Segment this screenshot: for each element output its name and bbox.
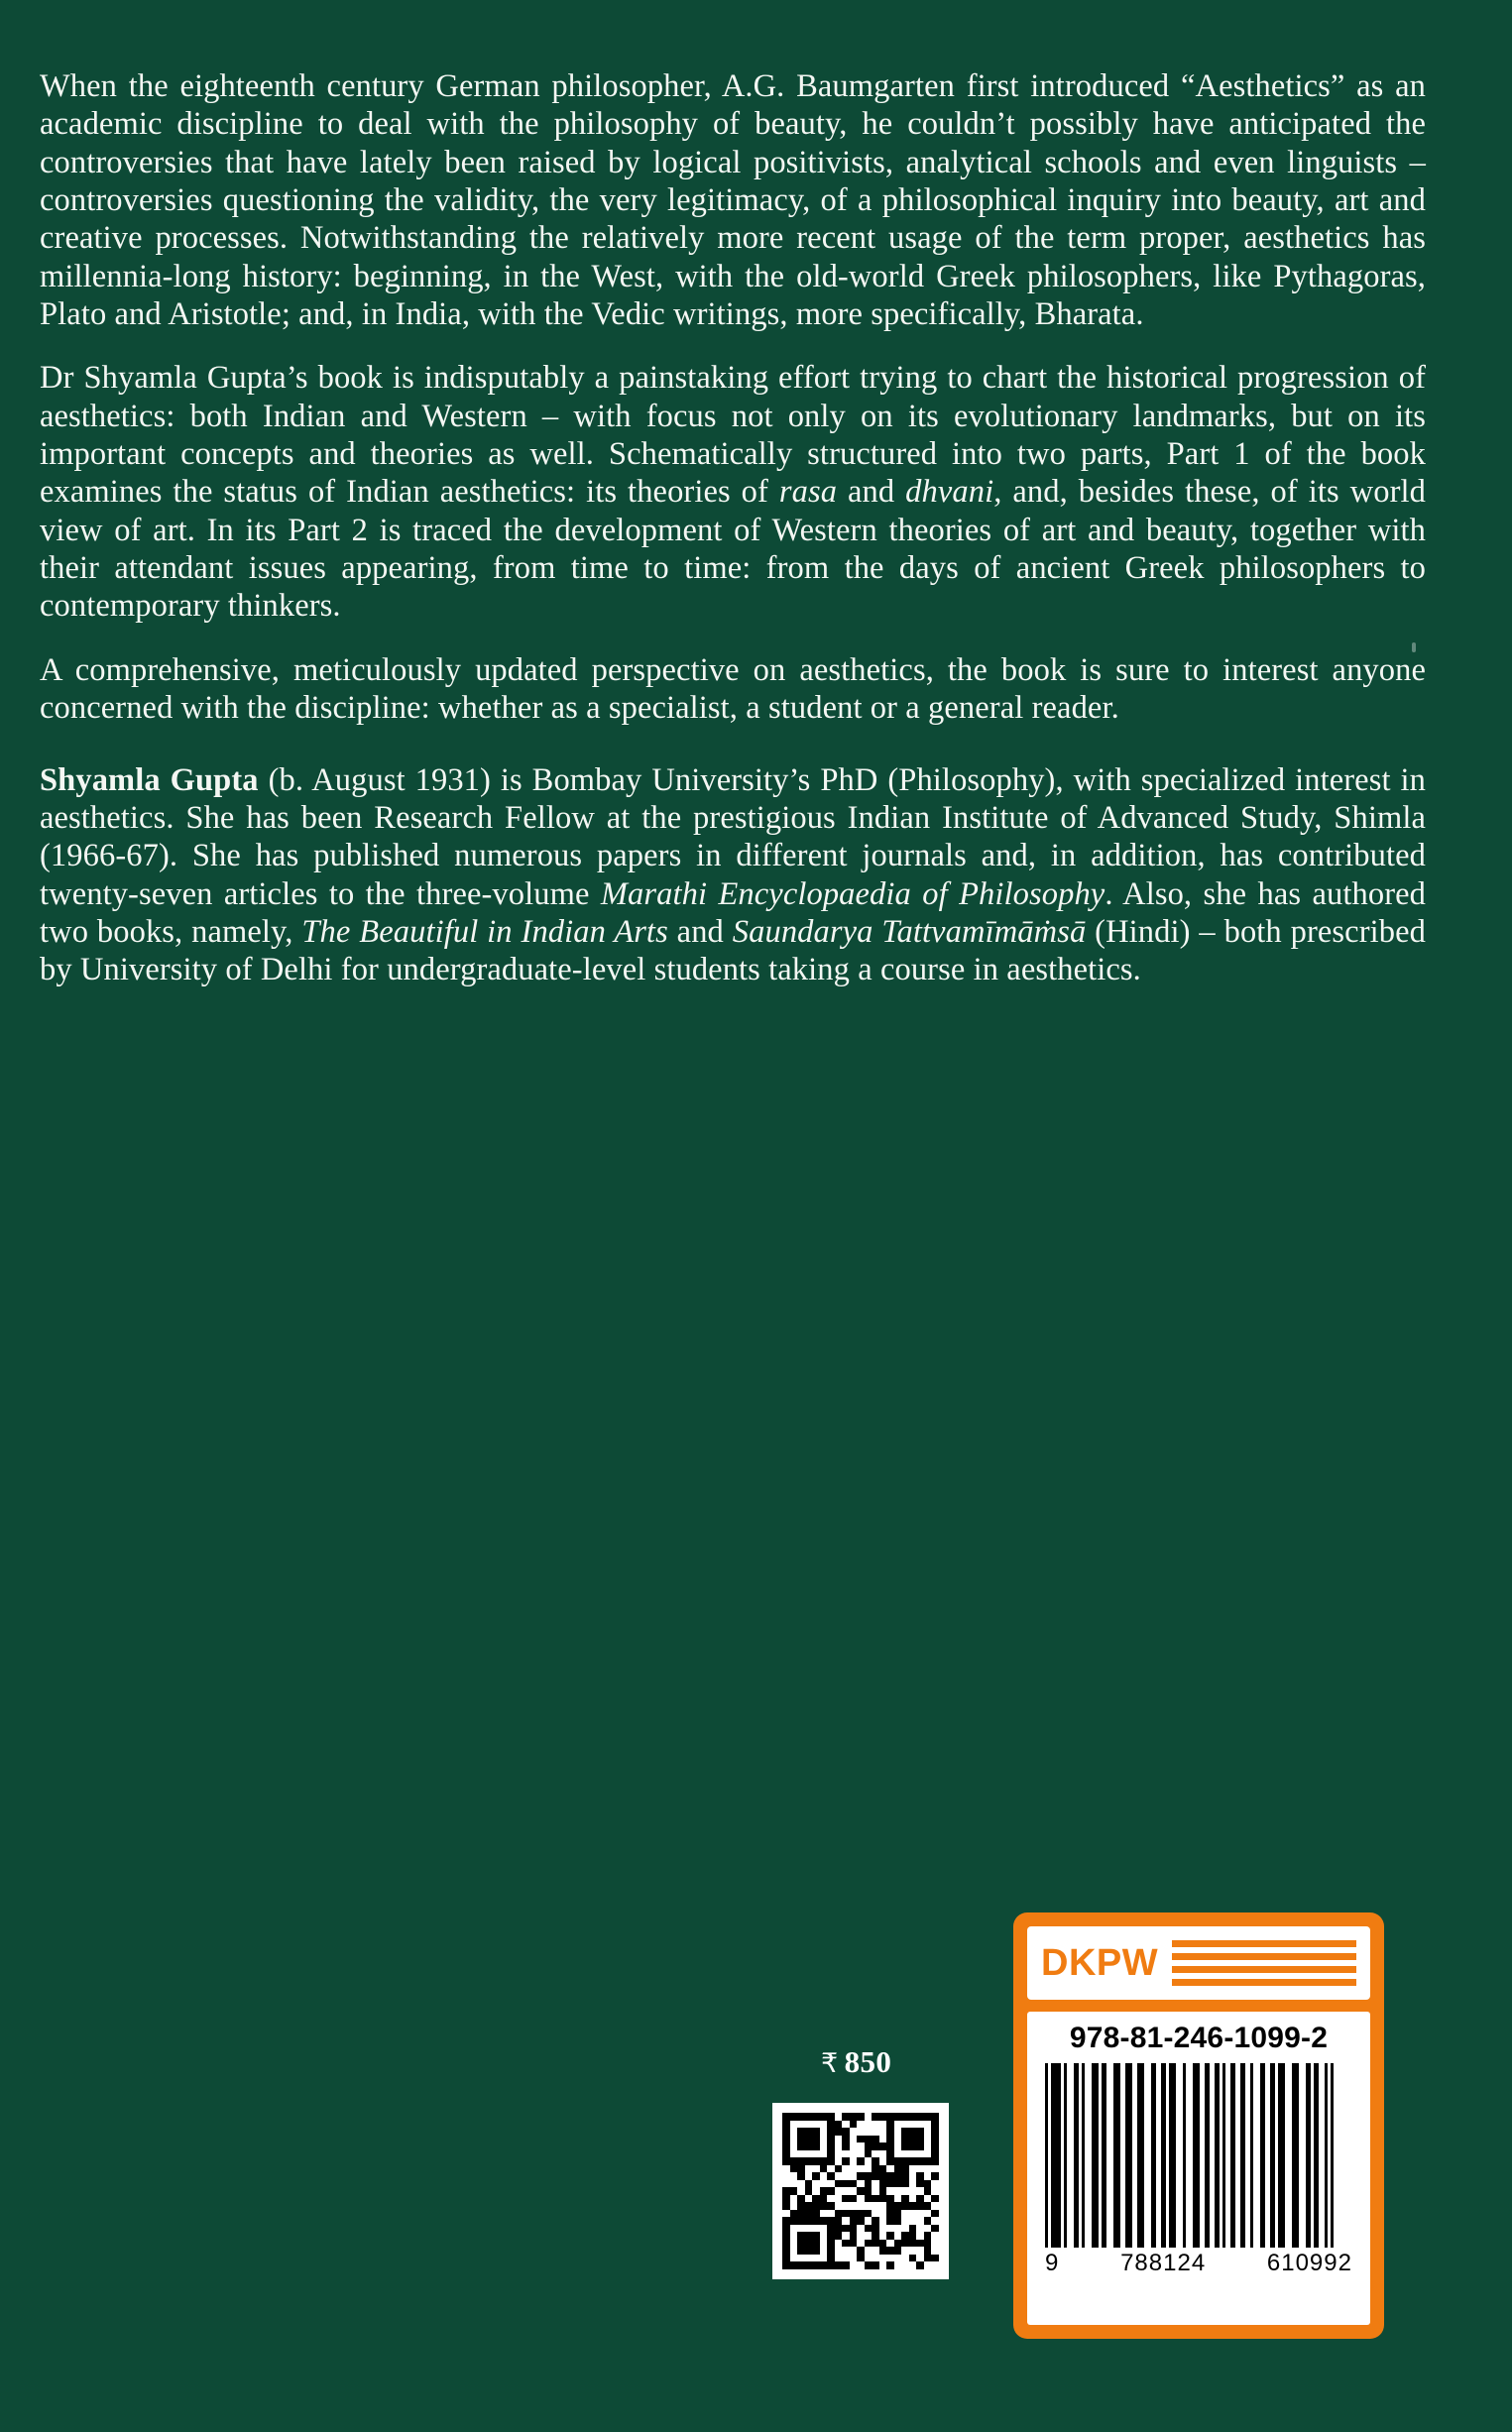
author-bio-italic-saundarya: Saundarya Tattvamīmāṁsā [732, 913, 1087, 950]
isbn-number: 978-81-246-1099-2 [1069, 2022, 1329, 2054]
price-amount: 850 [844, 2044, 892, 2079]
author-bio-part-d: (Hindi) – both prescribed by University of Delhi for undergraduate-level students taking a course in aesthetics. [40, 913, 1426, 988]
publisher-logo [1027, 1926, 1370, 2000]
author-bio-italic-encyclopaedia: Marathi Encyclopaedia of Philosophy [600, 875, 1105, 912]
blurb-p2-italic-dhvani: dhvani [905, 474, 994, 511]
barcode-digit-left: 9 [1045, 2250, 1060, 2276]
blurb-paragraph-2 [40, 359, 1426, 625]
author-bio-part-a: (b. August 1931) is Bombay University’s PhD (Philosophy), with specialized interest in aesthetics. She has been Research Fellow at the prestigious Indian Institute of Advanced Study, Shimla (1966-67). She has published numerous papers in different journals and, in addition, has contributed twenty-seven articles to the three-volume [40, 761, 1426, 912]
author-bio-part-c: and [667, 913, 733, 950]
barcode-digits [1039, 2248, 1358, 2277]
author-bio-italic-beautiful-indian-arts: The Beautiful in Indian Arts [301, 913, 668, 950]
blurb-p2-italic-rasa: rasa [778, 474, 838, 511]
publisher-logo-label: DKPW [1041, 1941, 1159, 1984]
blurb-paragraph-3: A comprehensive, meticulously updated perspective on aesthetics, the book is sure to interest anyone concerned with the discipline: whether as a specialist, a student or a general reader. [40, 651, 1426, 727]
barcode-digit-right: 610992 [1266, 2250, 1352, 2276]
barcode-icon [1039, 2063, 1358, 2248]
blurb-p2-part-b: and [837, 474, 906, 511]
author-bio-part-b: . Also, she has authored two books, namely, [40, 875, 1426, 950]
isbn-barcode-block [1027, 2012, 1370, 2325]
blurb-paragraph-1: When the eighteenth century German philosopher, A.G. Baumgarten first introduced “Aesthetics” as an academic discipline to deal with the philosophy of beauty, he couldn’t possibly have anticipated the controversies that have lately been raised by logical positivists, analytical schools and even linguists – controversies questioning the validity, the very legitimacy, of a philosophical inquiry into beauty, art and creative processes. Notwithstanding the relatively more recent usage of the term proper, aesthetics has millennia-long history: beginning, in the West, with the old-world Greek philosophers, like Pythagoras, Plato and Aristotle; and, in India, with the Vedic writings, more specifically, Bharata. [40, 68, 1426, 333]
blurb-p2-part-c: , and, besides these, of its world view of art. In its Part 2 is traced the development of Western theories of art and beauty, together with their attendant issues appearing, from time to time: from the days of ancient Greek philosophers to contemporary thinkers. [40, 474, 1426, 625]
qr-code [772, 2103, 949, 2279]
isbn-publisher-panel [1013, 1912, 1384, 2339]
blurb-text-block [40, 67, 1426, 989]
author-name: Shyamla Gupta [40, 761, 259, 798]
price-label [821, 2044, 891, 2080]
barcode-digit-mid: 788124 [1120, 2250, 1207, 2276]
author-bio-paragraph [40, 761, 1426, 989]
rupee-icon: ₹ [821, 2048, 839, 2079]
blurb-p2-part-a: Dr Shyamla Gupta’s book is indisputably a painstaking effort trying to chart the historical progression of aesthetics: both Indian and Western – with focus not only on its evolutionary landmarks, but on its important concepts and theories as well. Schematically structured into two parts, Part 1 of the book examines the status of Indian aesthetics: its theories of [40, 360, 1426, 511]
publisher-logo-lines-icon [1172, 1940, 1356, 1986]
qr-code-matrix [782, 2113, 939, 2269]
